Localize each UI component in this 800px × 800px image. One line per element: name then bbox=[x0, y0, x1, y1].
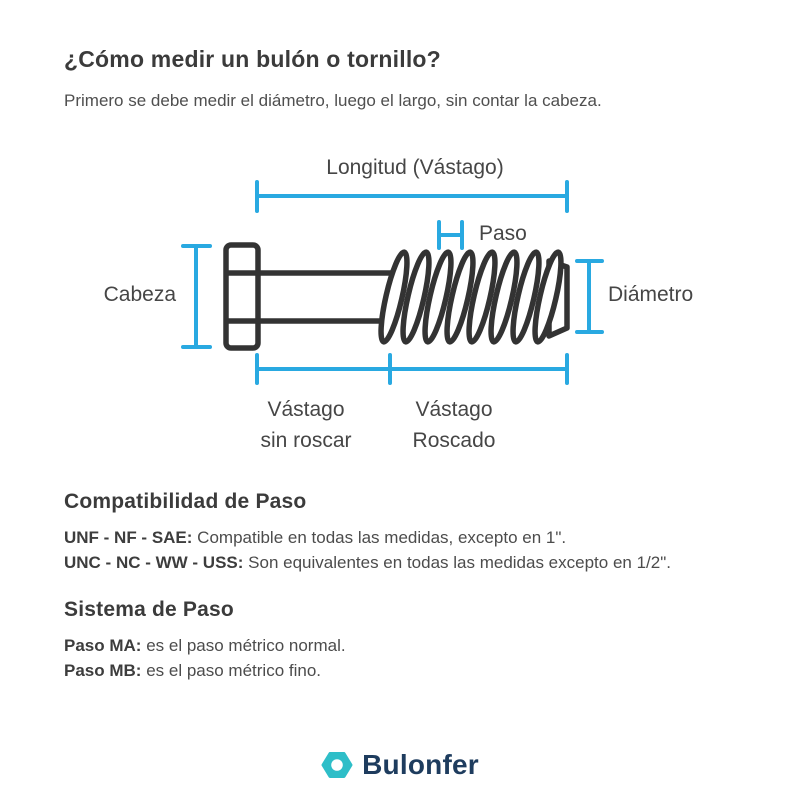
section-heading-sistema: Sistema de Paso bbox=[64, 598, 234, 621]
term-paso-ma: Paso MA: bbox=[64, 636, 142, 655]
compat-item-unc bbox=[64, 553, 671, 573]
term-unc-text: Son equivalentes en todas las medidas excepto en 1/2". bbox=[248, 553, 671, 572]
bolt-threads bbox=[376, 250, 566, 343]
bolt-head bbox=[226, 245, 258, 348]
label-longitud: Longitud (Vástago) bbox=[326, 156, 504, 179]
label-diametro: Diámetro bbox=[608, 283, 694, 306]
term-paso-ma-text: es el paso métrico normal. bbox=[146, 636, 346, 655]
diametro-dimension-line bbox=[577, 261, 602, 332]
sistema-item-mb bbox=[64, 661, 321, 681]
paso-dimension-line bbox=[439, 222, 462, 248]
term-unc: UNC - NC - WW - USS: bbox=[64, 553, 244, 572]
label-cabeza: Cabeza bbox=[103, 283, 176, 306]
term-paso-mb-text: es el paso métrico fino. bbox=[146, 661, 322, 680]
term-paso-mb: Paso MB: bbox=[64, 661, 142, 680]
label-vastago-roscado bbox=[364, 394, 544, 456]
label-line: Vástago bbox=[415, 398, 493, 421]
bolt-drawing bbox=[226, 245, 567, 348]
page-subtitle: Primero se debe medir el diámetro, luego el largo, sin contar la cabeza. bbox=[64, 91, 602, 110]
cabeza-dimension-line bbox=[183, 246, 210, 347]
brand-footer bbox=[0, 744, 800, 786]
vastago-dimension-line bbox=[257, 355, 567, 383]
term-unf-text: Compatible en todas las medidas, excepto en 1". bbox=[197, 528, 567, 547]
label-line: Vástago bbox=[267, 398, 345, 421]
compat-item-unf bbox=[64, 528, 566, 548]
section-heading-compatibilidad: Compatibilidad de Paso bbox=[64, 490, 307, 513]
sistema-item-ma bbox=[64, 636, 346, 656]
term-unf: UNF - NF - SAE: bbox=[64, 528, 193, 547]
label-paso: Paso bbox=[479, 222, 527, 245]
page-title: ¿Cómo medir un bulón o tornillo? bbox=[64, 46, 441, 72]
label-line: sin roscar bbox=[260, 429, 352, 452]
bulonfer-hex-nut-icon bbox=[321, 751, 353, 779]
brand-name: Bulonfer bbox=[362, 749, 479, 780]
longitud-dimension-line bbox=[257, 182, 567, 211]
label-line: Roscado bbox=[412, 429, 496, 452]
